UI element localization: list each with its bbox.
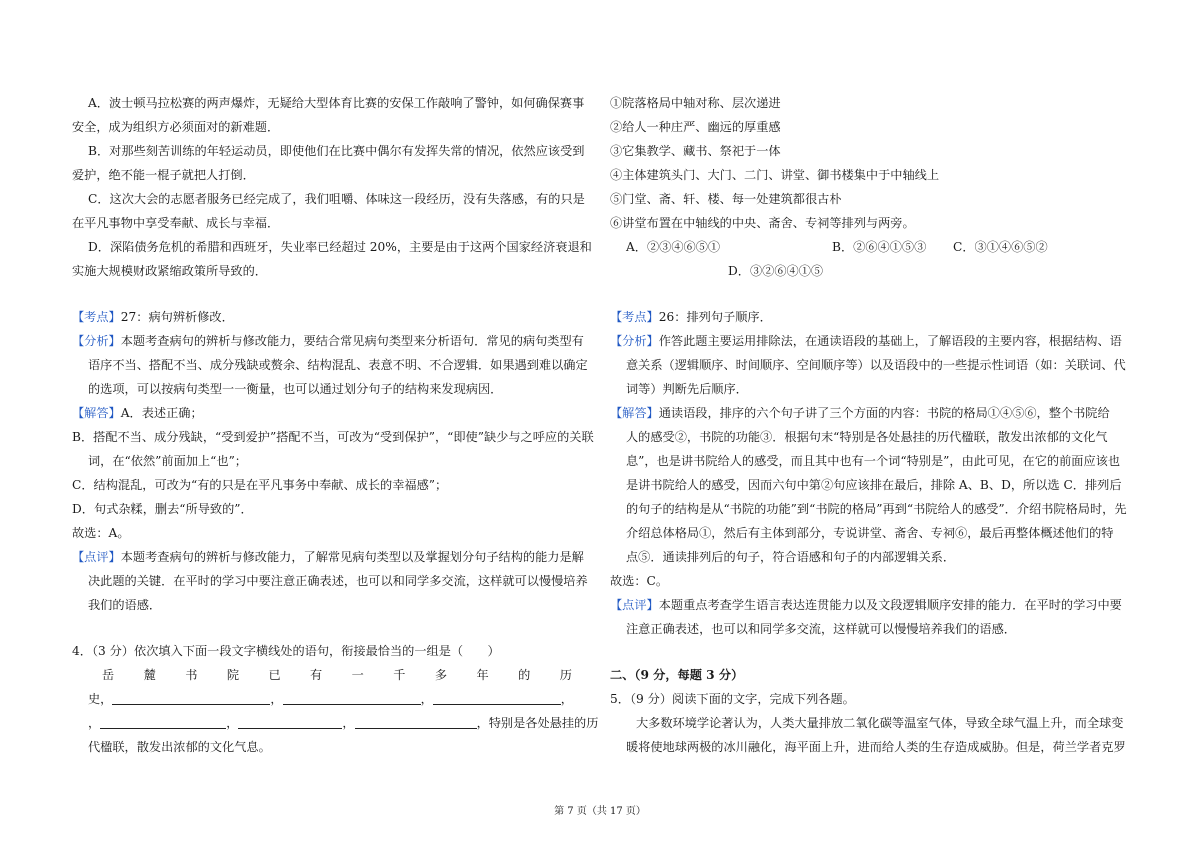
passage-char: 一 xyxy=(351,668,364,682)
jieda-tag: 【解答】 xyxy=(610,406,659,420)
kaodian-text: 26：排列句子顺序． xyxy=(658,310,772,324)
fenxi-tag: 【分析】 xyxy=(72,334,121,348)
dianping-tag: 【点评】 xyxy=(610,598,659,612)
fenxi-line1 xyxy=(72,333,584,349)
dianping-line2: 注意正确表述，也可以和同学多交流，这样就可以慢慢培养我们的语感． xyxy=(626,622,1016,636)
option-b-line1: B．对那些刻苦训练的年轻运动员，即使他们在比赛中偶尔有发挥失常的情况，依然应该受到 xyxy=(88,144,585,158)
jieda-answer: 故选：C。 xyxy=(610,574,669,588)
fill-blank-6[interactable] xyxy=(355,716,477,729)
reading-passage-line1: 大多数环境学论著认为，人类大量排放二氧化碳等温室气体，导致全球气温上升，而全球变 xyxy=(636,716,1124,730)
jieda-line5: 的句子的结构是从“书院的功能”到“书院的格局”再到“书院给人的感受”．介绍书院格局时，先 xyxy=(626,502,1127,516)
reading-passage-line2: 暖将使地球两极的冰川融化，海平面上升，进而给人类的生存造成威胁。但是，荷兰学者克罗 xyxy=(626,740,1126,754)
fenxi-line2: 意关系（逻辑顺序、时间顺序、空间顺序等）以及语段中的一些提示性词语（如：关联词、代 xyxy=(626,358,1126,372)
question-4-passage-line3 xyxy=(88,715,598,731)
kaodian-text: 27：病句辨析修改． xyxy=(120,310,234,324)
dianping-text: 本题重点考查学生语言表达连贯能力以及文段逻辑顺序安排的能力．在平时的学习中要 xyxy=(658,598,1122,612)
passage-char: 书 xyxy=(185,668,198,682)
answer-option-a: A．②③④⑥⑤① xyxy=(626,240,721,254)
option-a-line2: 安全，成为组织方必须面对的新难题． xyxy=(72,120,280,134)
fenxi-text: 本题考查病句的辨析与修改能力，要结合常见病句类型来分析语句．常见的病句类型有 xyxy=(120,334,584,348)
fenxi-text: 作答此题主要运用排除法，在通读语段的基础上，了解语段的主要内容，根据结构、语 xyxy=(658,334,1122,348)
section-heading: 二、（9 分，每题 3 分） xyxy=(610,668,744,682)
kaodian xyxy=(610,309,772,325)
jieda-text: 通读语段，排序的六个句子讲了三个方面的内容：书院的格局①④⑤⑥，整个书院给 xyxy=(658,406,1110,420)
fill-blank-2[interactable] xyxy=(283,692,421,705)
sentence-item: ①院落格局中轴对称、层次递进 xyxy=(610,96,781,110)
jieda-line3: 息”，也是讲书院给人的感受，而且其中也有一个词“特别是”，由此可见，在它的前面应该也 xyxy=(626,454,1121,468)
sentence-item: ⑤门堂、斋、轩、楼、每一处建筑都很古朴 xyxy=(610,192,842,206)
jieda-line5: D．句式杂糅，删去“所导致的”． xyxy=(72,502,253,516)
fenxi-line2: 语序不当、搭配不当、成分残缺或赘余、结构混乱、表意不明、不合逻辑．如果遇到难以确定 xyxy=(88,358,588,372)
dianping-line1 xyxy=(72,549,584,565)
jieda-line6: 介绍总体格局①，然后有主体到部分，专说讲堂、斋舍、专祠⑥，最后再整体概述他们的特 xyxy=(626,526,1114,540)
option-c-line2: 在平凡事物中享受奉献、成长与幸福． xyxy=(72,216,280,230)
question-4-passage-line1 xyxy=(102,667,572,683)
option-b-line2: 爱护，绝不能一棍子就把人打倒． xyxy=(72,168,255,182)
fill-blank-3[interactable] xyxy=(433,692,561,705)
jieda-line1 xyxy=(72,405,203,421)
dianping-line3: 我们的语感． xyxy=(88,598,162,612)
kaodian xyxy=(72,309,234,325)
question-4-passage-line4: 代楹联，散发出浓郁的文化气息。 xyxy=(88,740,271,754)
passage-char: 院 xyxy=(226,668,240,682)
comma: ， xyxy=(420,692,433,706)
passage-char: 历 xyxy=(559,668,572,682)
comma: ， xyxy=(342,716,355,730)
jieda-line2: 人的感受②，书院的功能③．根据句末“特别是各处悬挂的历代楹联，散发出浓郁的文化气 xyxy=(626,430,1108,444)
comma: ， xyxy=(270,692,283,706)
comma: ， xyxy=(88,716,101,730)
passage-char: 年 xyxy=(476,668,489,682)
passage-char: 有 xyxy=(310,668,323,682)
fenxi-line3: 的选项，可以按病句类型一一衡量，也可以通过划分句子的结构来发现病因． xyxy=(88,382,503,396)
passage-char: 麓 xyxy=(143,668,156,682)
option-d-line2: 实施大规模财政紧缩政策所导致的． xyxy=(72,264,267,278)
question-5-stem: 5．（9 分）阅读下面的文字，完成下列各题。 xyxy=(610,692,855,706)
option-c-line1: C．这次大会的志愿者服务已经完成了，我们咀嚼、体味这一段经历，没有失落感，有的只是 xyxy=(88,192,585,206)
jieda-text: A．表述正确； xyxy=(120,406,203,420)
answer-option-c: C．③①④⑥⑤② xyxy=(953,240,1048,254)
jieda-line7: 点⑤．通读排列后的句子，符合语感和句子的内部逻辑关系． xyxy=(626,550,956,564)
option-d-line1: D．深陷债务危机的希腊和西班牙，失业率已经超过 20%，主要是由于这两个国家经济衰退和 xyxy=(88,240,592,254)
jieda-line4: 是讲书院给人的感受，因而六句中第②句应该排在最后，排除 A、B、D，所以选 C．排列后 xyxy=(626,478,1122,492)
kaodian-tag: 【考点】 xyxy=(610,310,659,324)
question-4-stem: 4．（3 分）依次填入下面一段文字横线处的语句，衔接最恰当的一组是（ ） xyxy=(72,644,500,658)
jieda-line4: C．结构混乱，可改为“有的只是在平凡事务中奉献、成长的幸福感”； xyxy=(72,478,448,492)
fill-blank-1[interactable] xyxy=(112,692,270,705)
fill-blank-5[interactable] xyxy=(238,716,342,729)
passage-char: 的 xyxy=(518,668,531,682)
answer-option-b: B．②⑥④①⑤③ xyxy=(832,240,927,254)
dianping-line1 xyxy=(610,597,1122,613)
passage-char: 已 xyxy=(268,668,281,682)
sentence-item: ④主体建筑头门、大门、二门、讲堂、御书楼集中于中轴线上 xyxy=(610,168,940,182)
jieda-answer: 故选：A。 xyxy=(72,526,130,540)
fill-blank-4[interactable] xyxy=(100,716,226,729)
jieda-tag: 【解答】 xyxy=(72,406,121,420)
sentence-item: ②给人一种庄严、幽远的厚重感 xyxy=(610,120,781,134)
dianping-line2: 决此题的关键．在平时的学习中要注意正确表述，也可以和同学多交流，这样就可以慢慢培养 xyxy=(88,574,588,588)
passage-start: 史， xyxy=(88,692,113,706)
kaodian-tag: 【考点】 xyxy=(72,310,121,324)
option-a-line1: A．波士顿马拉松赛的两声爆炸，无疑给大型体育比赛的安保工作敲响了警钟，如何确保赛事 xyxy=(88,96,585,110)
sentence-item: ⑥讲堂布置在中轴线的中央、斋舍、专祠等排列与两旁。 xyxy=(610,216,915,230)
passage-char: 多 xyxy=(434,668,448,682)
comma: ， xyxy=(226,716,239,730)
passage-char: 千 xyxy=(393,668,406,682)
fenxi-line1 xyxy=(610,333,1122,349)
page-number-footer: 第 7 页（共 17 页） xyxy=(554,806,646,817)
passage-tail: ，特别是各处悬挂的历 xyxy=(476,716,599,730)
passage-char: 岳 xyxy=(102,668,115,682)
jieda-line1 xyxy=(610,405,1110,421)
dianping-text: 本题考查病句的辨析与修改能力，了解常见病句类型以及掌握划分句子结构的能力是解 xyxy=(120,550,584,564)
comma: ， xyxy=(560,692,573,706)
jieda-line2: B．搭配不当、成分残缺，“受到爱护”搭配不当，可改为“受到保护”，“即使”缺少与之呼应的关联 xyxy=(72,430,594,444)
fenxi-line3: 词等）判断先后顺序． xyxy=(626,382,748,396)
sentence-item: ③它集教学、藏书、祭祀于一体 xyxy=(610,144,781,158)
jieda-line3: 词，在“依然”前面加上“也”； xyxy=(88,454,247,468)
answer-option-d: D．③②⑥④①⑤ xyxy=(728,264,824,278)
fenxi-tag: 【分析】 xyxy=(610,334,659,348)
question-4-passage-line2 xyxy=(88,691,573,707)
dianping-tag: 【点评】 xyxy=(72,550,121,564)
